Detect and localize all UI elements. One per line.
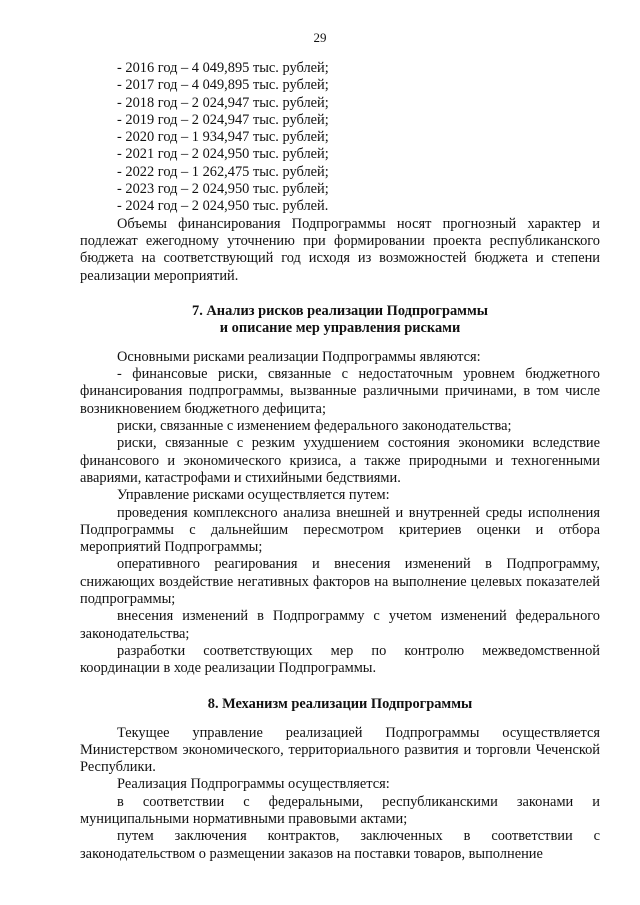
- funding-line: - 2020 год – 1 934,947 тыс. рублей;: [117, 129, 329, 146]
- section-7-paragraph: Управление рисками осуществляется путем:: [117, 487, 390, 504]
- section-8-paragraph: Текущее управление реализацией Подпрограммы осуществляется Министерством экономического, территориального развития и торговли Чеченской Республики.: [80, 724, 600, 776]
- section-8-paragraph: Реализация Подпрограммы осуществляется:: [117, 776, 390, 793]
- funding-note: Объемы финансирования Подпрограммы носят прогнозный характер и подлежат ежегодному уточнению при формировании проекта республиканского бюджета на соответствующий год исходя из возможностей бюджета и степени реализации мероприятий.: [80, 215, 600, 284]
- section-7-subheading: и описание мер управления рисками: [219, 319, 461, 336]
- section-8-heading: 8. Механизм реализации Подпрограммы: [207, 695, 473, 712]
- section-7-heading: 7. Анализ рисков реализации Подпрограммы: [192, 302, 488, 319]
- funding-line: - 2019 год – 2 024,947 тыс. рублей;: [117, 111, 329, 128]
- section-7-paragraph: риски, связанные с резким ухудшением состояния экономики вследствие финансового и экономического кризиса, а также природными и техногенными авариями, катастрофами и стихийными бедствиями.: [80, 435, 600, 486]
- funding-line: - 2024 год – 2 024,950 тыс. рублей.: [117, 198, 329, 215]
- section-7-paragraph: проведения комплексного анализа внешней и внутренней среды исполнения Подпрограммы с дальнейшим пересмотром критериев оценки и отбора мероприятий Подпрограммы;: [80, 504, 600, 556]
- section-7-paragraph: внесения изменений в Подпрограмму с учетом изменений федерального законодательства;: [80, 608, 600, 642]
- section-7-paragraph: Основными рисками реализации Подпрограммы являются:: [117, 348, 481, 365]
- funding-line: - 2016 год – 4 049,895 тыс. рублей;: [117, 60, 329, 76]
- funding-line: - 2022 год – 1 262,475 тыс. рублей;: [117, 163, 329, 180]
- funding-line: - 2023 год – 2 024,950 тыс. рублей;: [117, 181, 329, 198]
- funding-line: - 2017 год – 4 049,895 тыс. рублей;: [117, 77, 329, 94]
- page-content: [80, 60, 600, 863]
- funding-line: - 2018 год – 2 024,947 тыс. рублей;: [117, 94, 329, 111]
- section-8-paragraph: в соответствии с федеральными, республиканскими законами и муниципальными нормативными правовыми актами;: [80, 793, 600, 827]
- funding-list: [80, 60, 600, 216]
- section-7-paragraph: разработки соответствующих мер по контролю межведомственной координации в ходе реализации Подпрограммы.: [80, 642, 600, 677]
- funding-line: - 2021 год – 2 024,950 тыс. рублей;: [117, 146, 329, 163]
- section-7-paragraph: оперативного реагирования и внесения изменений в Подпрограмму, снижающих воздействие негативных факторов на выполнение целевых показателей подпрограммы;: [80, 556, 600, 608]
- section-8-paragraph: путем заключения контрактов, заключенных в соответствии с законодательством о размещении заказов на поставки товаров, выполнение: [80, 828, 600, 862]
- section-7-paragraph: - финансовые риски, связанные с недостаточным уровнем бюджетного финансирования подпрограммы, вызванные различными причинами, в том числе возникновением бюджетного дефицита;: [80, 366, 600, 417]
- page-number: 29: [313, 30, 327, 45]
- section-7-paragraph: риски, связанные с изменением федерального законодательства;: [117, 418, 512, 435]
